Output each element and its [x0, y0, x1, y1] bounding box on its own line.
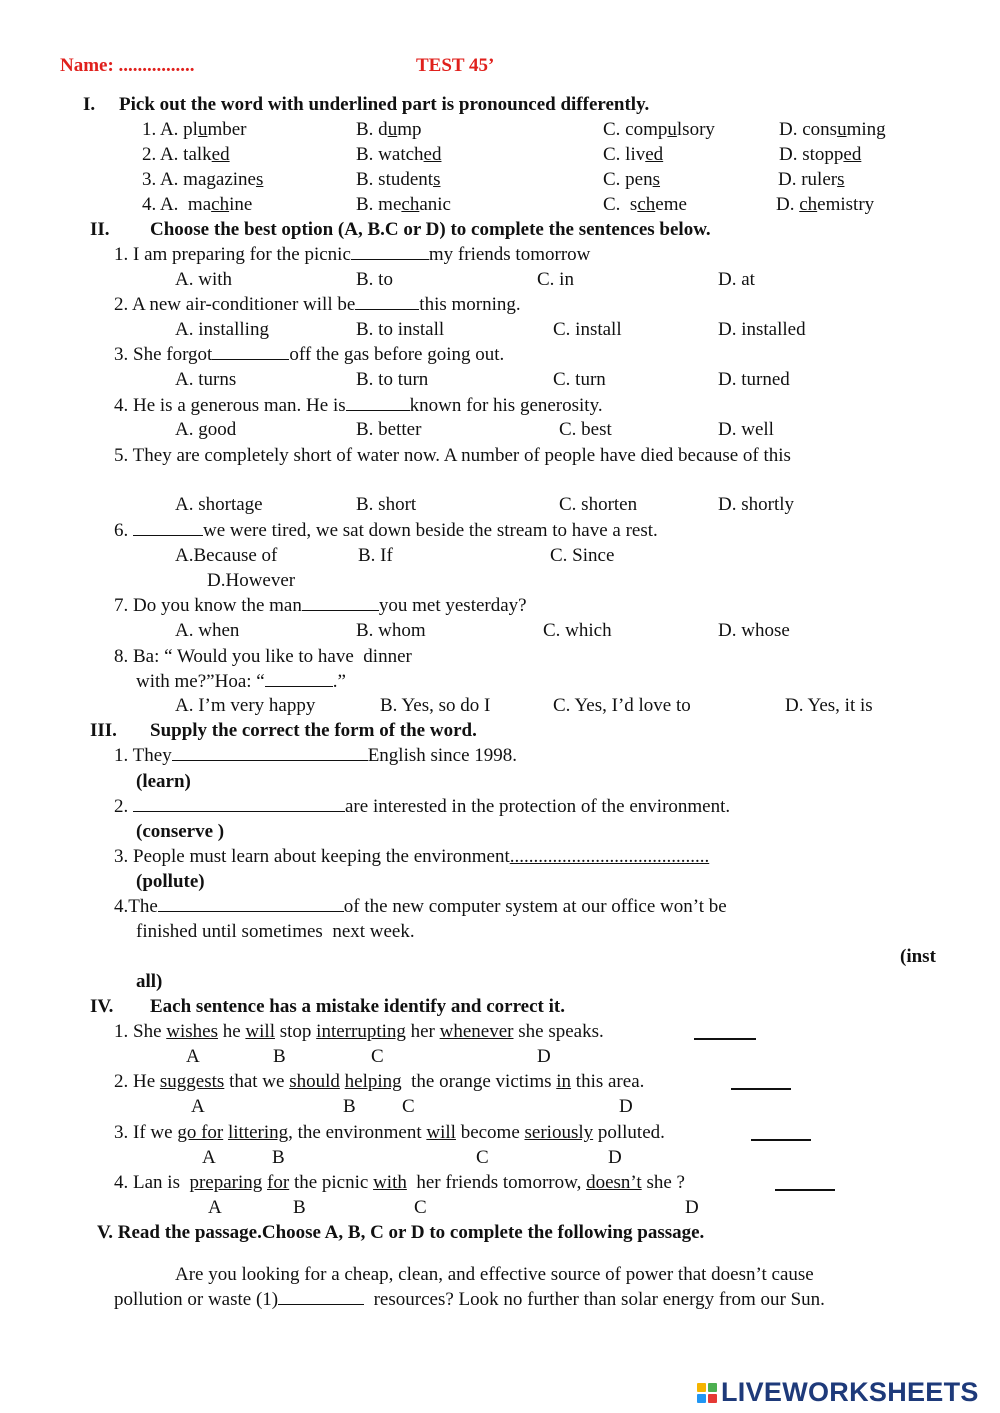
- s2-q5-option-d[interactable]: D. shortly: [718, 494, 794, 515]
- s3-q1-stem: 1. They English since 1998.: [114, 745, 518, 766]
- s4-q4-letter-a: A: [208, 1197, 222, 1218]
- s2-q8-option-a[interactable]: A. I’m very happy: [175, 695, 316, 716]
- s4-q2-sentence: 2. He suggests that we should helping the orange victims in this area.: [114, 1071, 645, 1092]
- s3-q1-hint: (learn): [136, 771, 191, 792]
- answer-blank[interactable]: [172, 744, 368, 761]
- liveworksheets-grid-icon: [697, 1383, 717, 1403]
- s2-q3-option-b[interactable]: B. to turn: [356, 369, 429, 390]
- s2-q6-option-b[interactable]: B. If: [358, 545, 393, 566]
- section-3-title: Supply the correct the form of the word.: [150, 720, 477, 741]
- passage-line-2: pollution or waste (1) resources? Look no further than solar energy from our Sun.: [114, 1289, 825, 1310]
- s1-q1-option-b: B. dump: [356, 119, 422, 140]
- logo-text: LIVEWORKSHEETS: [721, 1377, 979, 1407]
- s1-q4-option-c: C. scheme: [603, 194, 687, 215]
- passage-blank-1[interactable]: [278, 1288, 364, 1305]
- s3-q4-hint-part1: (inst: [900, 946, 936, 967]
- s2-q4-option-a[interactable]: A. good: [175, 419, 237, 440]
- s4-q2-letter-d: D: [619, 1096, 633, 1117]
- s1-q4-option-a: 4. A. machine: [142, 194, 253, 215]
- section-5-title: V. Read the passage.Choose A, B, C or D to complete the following passage.: [97, 1222, 705, 1243]
- liveworksheets-logo: [697, 1377, 979, 1408]
- s2-q5-option-a[interactable]: A. shortage: [175, 494, 263, 515]
- section-2-title: Choose the best option (A, B.C or D) to complete the sentences below.: [150, 219, 711, 240]
- s2-q2-option-a[interactable]: A. installing: [175, 319, 269, 340]
- s4-q4-answer-blank[interactable]: [775, 1173, 835, 1191]
- s2-q5-option-b[interactable]: B. short: [356, 494, 417, 515]
- answer-blank[interactable]: [133, 795, 345, 812]
- s2-q5-stem: 5. They are completely short of water now. A number of people have died because of this: [114, 445, 791, 466]
- s1-q3-option-d: D. rulers: [778, 169, 845, 190]
- name-label: Name: ................: [60, 55, 195, 76]
- s1-q3-option-c: C. pens: [603, 169, 661, 190]
- answer-blank[interactable]: [133, 519, 203, 536]
- section-3-number: III.: [90, 720, 117, 741]
- s2-q3-option-c[interactable]: C. turn: [553, 369, 606, 390]
- s2-q6-option-c[interactable]: C. Since: [550, 545, 615, 566]
- s4-q2-letter-a: A: [191, 1096, 205, 1117]
- s2-q8-option-d[interactable]: D. Yes, it is: [785, 695, 873, 716]
- s2-q8-option-c[interactable]: C. Yes, I’d love to: [553, 695, 691, 716]
- s1-q2-option-b: B. watched: [356, 144, 442, 165]
- s2-q1-option-d[interactable]: D. at: [718, 269, 755, 290]
- section-1-title: Pick out the word with underlined part is pronounced differently.: [119, 94, 650, 115]
- s2-q3-stem: 3. She forgot off the gas before going out.: [114, 344, 505, 365]
- s4-q3-letter-c: C: [476, 1147, 489, 1168]
- s1-q1-option-d: D. consuming: [779, 119, 886, 140]
- s2-q4-option-d[interactable]: D. well: [718, 419, 774, 440]
- s4-q2-answer-blank[interactable]: [731, 1072, 791, 1090]
- s2-q7-stem: 7. Do you know the man you met yesterday?: [114, 595, 527, 616]
- s2-q4-stem: 4. He is a generous man. He is known for his generosity.: [114, 395, 603, 416]
- answer-blank[interactable]: [212, 343, 289, 360]
- s2-q1-stem: 1. I am preparing for the picnic my friends tomorrow: [114, 244, 591, 265]
- s3-q3-hint: (pollute): [136, 871, 205, 892]
- s3-q4-stem-line2: finished until sometimes next week.: [136, 921, 415, 942]
- s4-q2-letter-b: B: [343, 1096, 356, 1117]
- answer-blank[interactable]: ..........................................: [509, 846, 710, 867]
- s1-q4-option-b: B. mechanic: [356, 194, 451, 215]
- s1-q2-option-c: C. lived: [603, 144, 664, 165]
- answer-blank[interactable]: [302, 594, 379, 611]
- test-title: TEST 45’: [416, 55, 495, 76]
- s2-q1-option-c[interactable]: C. in: [537, 269, 574, 290]
- s4-q3-letter-d: D: [608, 1147, 622, 1168]
- s4-q1-letter-c: C: [371, 1046, 384, 1067]
- section-1-number: I.: [83, 94, 96, 115]
- s2-q4-option-b[interactable]: B. better: [356, 419, 422, 440]
- s2-q1-option-b[interactable]: B. to: [356, 269, 393, 290]
- s4-q4-letter-d: D: [685, 1197, 699, 1218]
- answer-blank[interactable]: [346, 394, 410, 411]
- s1-q3-option-a: 3. A. magazines: [142, 169, 264, 190]
- s3-q3-stem: 3. People must learn about keeping the environment..........................................: [114, 846, 710, 867]
- passage-line-1: Are you looking for a cheap, clean, and effective source of power that doesn’t cause: [175, 1264, 814, 1285]
- s2-q7-option-c[interactable]: C. which: [543, 620, 612, 641]
- s4-q3-letter-b: B: [272, 1147, 285, 1168]
- s3-q2-stem: 2. are interested in the protection of the environment.: [114, 796, 731, 817]
- s2-q4-option-c[interactable]: C. best: [559, 419, 612, 440]
- section-4-number: IV.: [90, 996, 114, 1017]
- answer-blank[interactable]: [355, 293, 419, 310]
- s2-q6-option-d[interactable]: D.However: [207, 570, 296, 591]
- s4-q4-sentence: 4. Lan is preparing for the picnic with her friends tomorrow, doesn’t she ?: [114, 1172, 685, 1193]
- s4-q4-letter-c: C: [414, 1197, 427, 1218]
- s2-q2-stem: 2. A new air-conditioner will be this morning.: [114, 294, 521, 315]
- s4-q3-answer-blank[interactable]: [751, 1123, 811, 1141]
- s2-q2-option-d[interactable]: D. installed: [718, 319, 806, 340]
- s2-q2-option-c[interactable]: C. install: [553, 319, 622, 340]
- s4-q1-letter-b: B: [273, 1046, 286, 1067]
- s2-q8-stem-line2: with me?”Hoa: “ .”: [136, 671, 346, 692]
- s2-q3-option-a[interactable]: A. turns: [175, 369, 237, 390]
- section-2-number: II.: [90, 219, 110, 240]
- s4-q3-sentence: 3. If we go for littering, the environment will become seriously polluted.: [114, 1122, 665, 1143]
- s4-q4-letter-b: B: [293, 1197, 306, 1218]
- s2-q7-option-d[interactable]: D. whose: [718, 620, 790, 641]
- answer-blank[interactable]: [265, 670, 333, 687]
- s1-q3-option-b: B. students: [356, 169, 441, 190]
- answer-blank[interactable]: [158, 895, 344, 912]
- s1-q4-option-d: D. chemistry: [776, 194, 875, 215]
- s2-q8-stem-line1: 8. Ba: “ Would you like to have dinner: [114, 646, 412, 667]
- s1-q2-option-d: D. stopped: [779, 144, 862, 165]
- s4-q3-letter-a: A: [202, 1147, 216, 1168]
- s2-q7-option-a[interactable]: A. when: [175, 620, 240, 641]
- s3-q4-stem: 4.The of the new computer system at our office won’t be: [114, 896, 727, 917]
- s2-q6-option-a[interactable]: A.Because of: [175, 545, 278, 566]
- s1-q2-option-a: 2. A. talked: [142, 144, 230, 165]
- s2-q3-option-d[interactable]: D. turned: [718, 369, 790, 390]
- section-4-title: Each sentence has a mistake identify and correct it.: [150, 996, 565, 1017]
- s1-q1-option-c: C. compulsory: [603, 119, 715, 140]
- s4-q1-letter-a: A: [186, 1046, 200, 1067]
- s3-q2-hint: (conserve ): [136, 821, 225, 842]
- s2-q8-option-b[interactable]: B. Yes, so do I: [380, 695, 491, 716]
- s4-q1-sentence: 1. She wishes he will stop interrupting her whenever she speaks.: [114, 1021, 604, 1042]
- s4-q2-letter-c: C: [402, 1096, 415, 1117]
- s2-q5-option-c[interactable]: C. shorten: [559, 494, 638, 515]
- answer-blank[interactable]: [351, 243, 429, 260]
- s3-q4-hint-part2: all): [136, 971, 163, 992]
- s2-q7-option-b[interactable]: B. whom: [356, 620, 426, 641]
- s1-q1-option-a: 1. A. plumber: [142, 119, 247, 140]
- s4-q1-letter-d: D: [537, 1046, 551, 1067]
- s2-q6-stem: 6. we were tired, we sat down beside the stream to have a rest.: [114, 520, 658, 541]
- s4-q1-answer-blank[interactable]: [694, 1022, 756, 1040]
- s2-q1-option-a[interactable]: A. with: [175, 269, 232, 290]
- s2-q2-option-b[interactable]: B. to install: [356, 319, 445, 340]
